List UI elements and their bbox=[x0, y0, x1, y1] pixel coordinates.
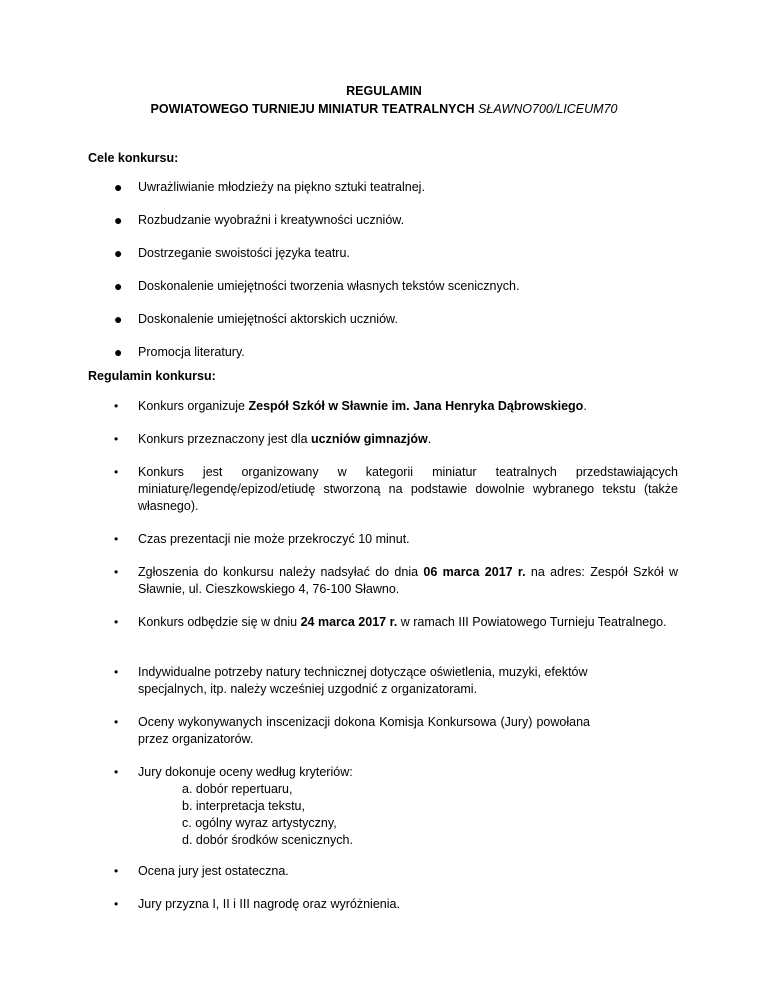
deadline-date: 06 marca 2017 r. bbox=[423, 565, 526, 579]
bullet: • bbox=[114, 864, 119, 878]
criterion: d. dobór środków scenicznych. bbox=[182, 833, 353, 847]
goals-heading: Cele konkursu: bbox=[88, 151, 179, 165]
bullet: • bbox=[114, 432, 119, 446]
bullet: • bbox=[114, 465, 119, 479]
document-subtitle: POWIATOWEGO TURNIEJU MINIATUR TEATRALNYCH SŁAWNO700/LICEUM70 bbox=[150, 102, 618, 116]
bullet: ● bbox=[114, 179, 123, 195]
bullet: • bbox=[114, 715, 119, 729]
bullet: • bbox=[114, 765, 119, 779]
subtitle-italic: SŁAWNO700/LICEUM70 bbox=[478, 102, 618, 116]
bullet: • bbox=[114, 532, 119, 546]
event-date: 24 marca 2017 r. bbox=[300, 615, 398, 629]
criterion: b. interpretacja tekstu, bbox=[182, 799, 305, 813]
bullet: • bbox=[114, 399, 119, 413]
bullet: ● bbox=[114, 344, 123, 360]
bullet: ● bbox=[114, 278, 123, 294]
document-header bbox=[0, 82, 768, 118]
bullet: • bbox=[114, 615, 119, 629]
bullet: ● bbox=[114, 212, 123, 228]
bullet: ● bbox=[114, 311, 123, 327]
criterion: a. dobór repertuaru, bbox=[182, 782, 293, 796]
document-title: REGULAMIN bbox=[346, 84, 422, 98]
rules-heading: Regulamin konkursu: bbox=[88, 369, 216, 383]
target-group: uczniów gimnazjów bbox=[311, 432, 428, 446]
document-page: REGULAMIN POWIATOWEGO TURNIEJU MINIATUR TEATRALNYCH SŁAWNO700/LICEUM70 Cele konkursu: ● Uwrażliwianie młodzieży na piękno sztuki teatralnej. ● Rozbudzanie wyobraźni i kreatywności uczniów. ● Dostrzeganie swoistości języka teatru. ● Doskonalenie umiejętności tworzenia własnych tekstów scenicznych. ● Doskonalenie umiejętności aktorskich uczniów. ● Promocja literatury. Regulamin konkursu: • Konkurs organizuje Zespół Szkół w Sławnie im. Jana Henryka Dąbrowskiego. • Konkurs przeznaczony jest dla uczniów gimnazjów. • Konkurs jest organizowany w kategorii miniatur teatralnych przedstawiających miniaturę/legendę/epizod/etiudę stworzoną na podstawie dowolnie wybranego tekstu (także własnego). • Czas prezentacji nie może przekroczyć 10 minut. • Zgłoszenia do konkursu należy nadsyłać do dnia 06 marca 2017 r. na adres: Zespół Szkół w Sławnie, ul. Cieszkowskiego 4, 76-100 Sławno. • Konkurs odbędzie się w dniu 24 marca 2017 r. w ramach III Powiatowego Turnieju Teatralnego. • Indywidualne potrzeby natury technicznej dotyczące oświetlenia, muzyki, efektów specjalnych, itp. należy wcześniej uzgodnić z organizatorami. • Oceny wykonywanych inscenizacji dokona Komisja Konkursowa (Jury) powołana przez organizatorów. • Jury dokonuje oceny według kryteriów: a. dobór repertuaru, b. interpretacja tekstu, c. ogólny wyraz artystyczny, d. dobór środków scenicznych. • Ocena jury jest ostateczna. • Jury przyzna I, II i III nagrodę oraz wyróżnienia. bbox=[0, 0, 768, 994]
bullet: • bbox=[114, 665, 119, 679]
criterion: c. ogólny wyraz artystyczny, bbox=[182, 816, 337, 830]
bullet: • bbox=[114, 565, 119, 579]
bullet: ● bbox=[114, 245, 123, 261]
bullet: • bbox=[114, 897, 119, 911]
organizer-name: Zespół Szkół w Sławnie im. Jana Henryka Dąbrowskiego bbox=[248, 399, 584, 413]
